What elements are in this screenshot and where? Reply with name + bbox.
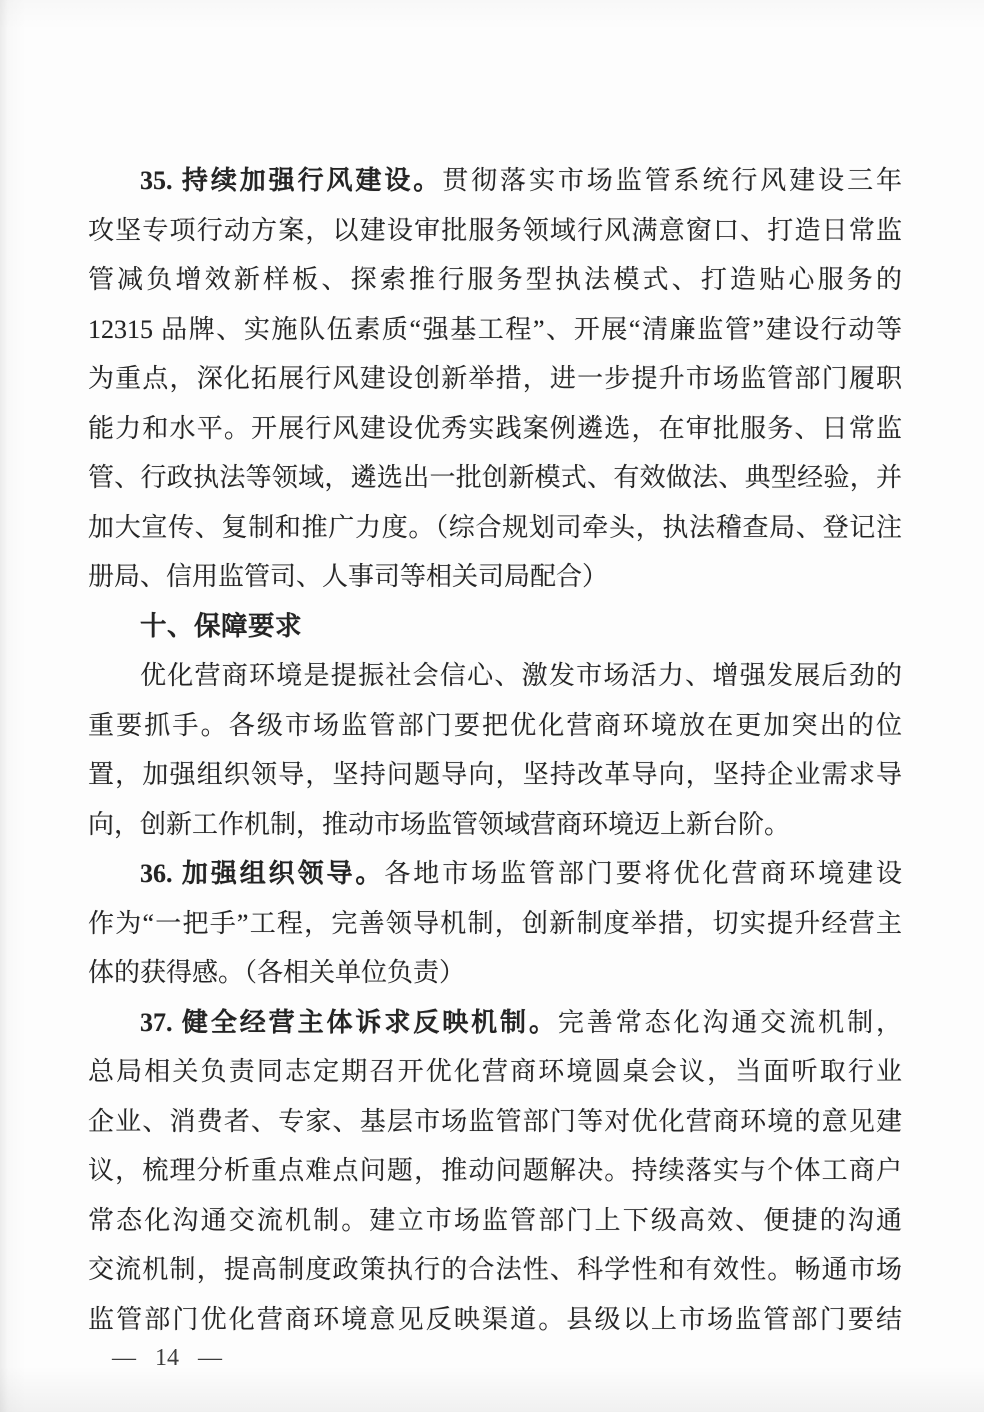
body-text: 交流机制，提高制度政策执行的合法性、科学性和有效性。畅通市场	[88, 1255, 902, 1284]
body-text: 管减负增效新样板、探索推行服务型执法模式、打造贴心服务的	[88, 265, 902, 294]
paragraph-end-line	[88, 552, 902, 602]
body-text: 能力和水平。开展行风建设优秀实践案例遴选，在审批服务、日常监	[88, 413, 902, 443]
body-text: 加大宣传、复制和推广力度。（综合规划司牵头，执法稽查局、登记注	[88, 512, 902, 542]
paragraph-line	[88, 651, 902, 701]
body-line	[88, 1146, 902, 1196]
body-text: 体的获得感。（各相关单位负责）	[88, 958, 466, 987]
footer-left-dash: —	[112, 1345, 136, 1371]
body-text: 完善常态化沟通交流机制，	[557, 1007, 902, 1037]
item-37-title: 37. 健全经营主体诉求反映机制。	[140, 1007, 558, 1037]
body-line	[88, 206, 902, 256]
body-text: 优化营商环境是提振社会信心、激发市场活力、增强发展后劲的	[140, 661, 902, 690]
body-text: 置，加强组织领导，坚持问题导向，坚持改革导向，坚持企业需求导	[88, 760, 902, 789]
item-36-title: 36. 加强组织领导。	[140, 859, 385, 888]
paragraph-35-line	[88, 156, 902, 206]
body-text: 作为“一把手”工程，完善领导机制，创新制度举措，切实提升经营主	[88, 908, 902, 938]
body-text: 册局、信用监管司、人事司等相关司局配合）	[88, 562, 609, 591]
paragraph-end-line	[88, 800, 902, 850]
body-line	[88, 701, 902, 751]
body-text: 为重点，深化拓展行风建设创新举措，进一步提升市场监管部门履职	[88, 364, 902, 393]
body-text: 重要抓手。各级市场监管部门要把优化营商环境放在更加突出的位	[88, 710, 902, 740]
body-text: 各地市场监管部门要将优化营商环境建设	[384, 859, 902, 888]
body-line	[88, 1047, 902, 1097]
body-text: 12315 品牌、实施队伍素质“强基工程”、开展“清廉监管”建设行动等	[88, 314, 902, 344]
section-heading-line	[88, 602, 902, 652]
body-line	[88, 1196, 902, 1246]
body-text: 监管部门优化营商环境意见反映渠道。县级以上市场监管部门要结	[88, 1304, 902, 1334]
body-text: 常态化沟通交流机制。建立市场监管部门上下级高效、便捷的沟通	[88, 1205, 902, 1235]
body-text: 议，梳理分析重点难点问题，推动问题解决。持续落实与个体工商户	[88, 1156, 902, 1185]
paragraph-36-line	[88, 849, 902, 899]
body-line	[88, 503, 902, 553]
body-line	[88, 305, 902, 355]
section-heading: 十、保障要求	[140, 610, 302, 642]
body-line	[88, 1295, 902, 1345]
body-line	[88, 255, 902, 305]
body-text: 总局相关负责同志定期召开优化营商环境圆桌会议，当面听取行业	[88, 1057, 902, 1086]
document-text-block	[88, 156, 902, 1344]
body-text: 贯彻落实市场监管系统行风建设三年	[442, 166, 902, 195]
body-text: 管、行政执法等领域，遴选出一批创新模式、有效做法、典型经验，并	[88, 463, 902, 492]
body-line	[88, 453, 902, 503]
item-35-title: 35. 持续加强行风建设。	[140, 166, 443, 195]
body-line	[88, 750, 902, 800]
body-text: 企业、消费者、专家、基层市场监管部门等对优化营商环境的意见建	[88, 1106, 902, 1136]
paragraph-37-line	[88, 998, 902, 1048]
body-text: 攻坚专项行动方案，以建设审批服务领域行风满意窗口、打造日常监	[88, 215, 902, 245]
body-line	[88, 354, 902, 404]
body-line	[88, 1097, 902, 1147]
body-text: 向，创新工作机制，推动市场监管领域营商环境迈上新台阶。	[88, 809, 791, 839]
page-number: 14	[155, 1345, 179, 1371]
paragraph-end-line	[88, 948, 902, 998]
body-line	[88, 1245, 902, 1295]
page-footer	[112, 1342, 222, 1374]
footer-right-dash: —	[198, 1345, 222, 1371]
body-line	[88, 404, 902, 454]
body-line	[88, 899, 902, 949]
